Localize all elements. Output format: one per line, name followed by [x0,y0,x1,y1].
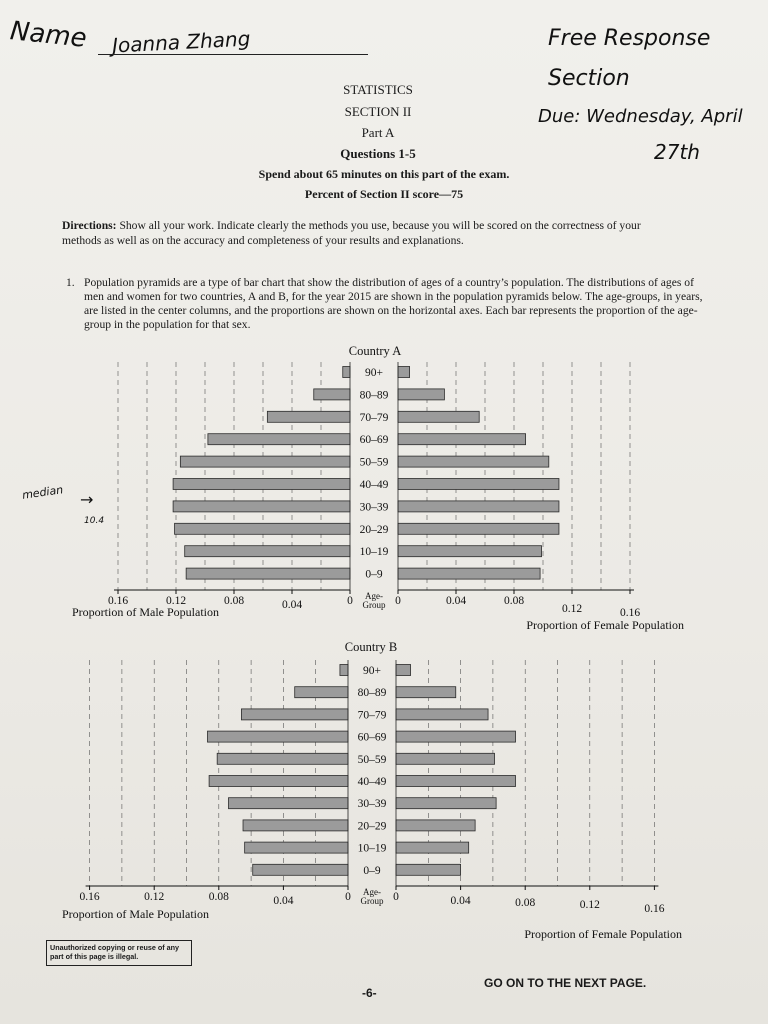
page-number: -6- [362,986,377,1000]
age-group-label: 10–19 [359,546,389,559]
age-group-label: 80–89 [357,687,387,700]
female-bar [396,665,411,676]
age-group-label: 50–59 [359,456,389,469]
tick-label-right: 0 [393,891,399,903]
male-bar [267,411,350,422]
male-bar [228,798,348,809]
directions-label: Directions: [62,219,117,232]
male-bar [245,842,348,853]
male-bar [243,820,348,831]
country-b-pyramid [0,636,768,946]
question-text: Population pyramids are a type of bar chart that show the distribution of ages of a country’s population. The distributions of ages of men and women for two countries, A and B, for the year 2015 are shown in the population pyramids below. The age-groups, in years, are listed in the center columns, and the proportions are shown on the horizontal axes. Each bar represents the proportion of the age-group in the population for that sex. [84,276,703,331]
handwritten-note-line1: Free Response [548,26,711,51]
header-subject: STATISTICS [343,82,413,97]
age-group-label: 0–9 [363,864,381,877]
tick-label-right: 0.04 [450,895,471,907]
margin-value: 10.4 [84,516,105,526]
age-group-label: 60–69 [357,731,387,744]
female-bar [398,389,444,400]
x-axis-label-female: Proportion of Female Population [524,927,682,941]
tick-label-left: 0.16 [79,891,100,903]
age-group-label: 70–79 [359,411,389,424]
female-bar [398,456,549,467]
age-group-label: 0–9 [365,568,383,581]
axis-center-label: Age- [365,591,383,601]
female-bar [396,842,469,853]
axis-center-label: Age- [363,887,381,897]
tick-label-right: 0 [395,595,401,607]
female-bar [396,864,461,875]
male-bar [185,546,350,557]
age-group-label: 30–39 [359,501,389,514]
tick-label-left: 0.08 [223,595,245,607]
age-group-label: 60–69 [359,434,389,447]
age-group-label: 40–49 [359,479,389,491]
handwritten-note-line2: Section [548,66,630,91]
margin-median-note: median [21,483,64,502]
male-bar [173,501,350,512]
tick-label-left: 0.12 [144,891,165,903]
age-group-label: 80–89 [359,389,389,402]
question-number: 1. [66,276,75,289]
chart-title: Country A [348,344,402,358]
tick-label-right: 0.16 [619,607,641,619]
male-bar [241,709,348,720]
male-bar [295,687,348,698]
age-group-label: 90+ [365,367,383,379]
handwritten-note-line3: Due: Wednesday, April [538,106,743,127]
header-part: Part A [361,125,395,140]
handwritten-note-line4: 27th [654,140,700,164]
female-bar [396,798,496,809]
female-bar [398,434,526,445]
female-bar [398,523,559,534]
header-questions: Questions 1-5 [340,146,416,161]
margin-arrow: → [80,490,94,509]
male-bar [175,523,350,534]
tick-label-right: 0.08 [503,595,525,607]
age-group-label: 40–49 [357,776,387,788]
tick-label-left: 0.08 [208,891,229,903]
directions-text: Show all your work. Indicate clearly the methods you use, because you will be scored on the correctness of your methods as well as on the accuracy and completeness of your results and explanations. [62,219,641,247]
male-bar [253,864,348,875]
header-percent: Percent of Section II score—75 [304,187,464,201]
age-group-label: 70–79 [357,709,387,722]
female-bar [396,820,475,831]
male-bar [340,665,348,676]
male-bar [217,753,348,764]
male-bar [209,776,348,787]
tick-label-right: 0.12 [561,603,583,615]
header-section: SECTION II [344,104,412,119]
male-bar [180,456,350,467]
directions [62,218,662,248]
female-bar [398,367,410,378]
tick-label-left: 0.12 [165,595,187,607]
female-bar [398,501,559,512]
female-bar [396,731,516,742]
female-bar [398,411,479,422]
male-bar [314,389,350,400]
chart-title: Country B [344,640,398,654]
x-axis-label-male: Proportion of Male Population [72,605,219,619]
tick-label-left: 0 [347,595,353,607]
male-bar [208,434,350,445]
female-bar [396,776,516,787]
tick-label-left: 0.16 [107,595,129,607]
axis-center-label: Group [362,600,386,610]
tick-label-left: 0 [345,891,351,903]
female-bar [396,687,456,698]
x-axis-label-male: Proportion of Male Population [62,907,209,921]
copyright-notice: Unauthorized copying or reuse of any part of this page is illegal. [46,940,192,966]
female-bar [398,479,559,490]
tick-label-left: 0.04 [281,599,303,611]
female-bar [398,546,542,557]
female-bar [396,709,488,720]
male-bar [207,731,348,742]
age-group-label: 50–59 [357,753,387,766]
tick-label-right: 0.08 [515,897,536,909]
age-group-label: 20–29 [359,523,389,536]
age-group-label: 30–39 [357,798,387,811]
tick-label-right: 0.16 [644,903,665,915]
tick-label-right: 0.12 [579,899,600,911]
male-bar [186,568,350,579]
tick-label-left: 0.04 [273,895,294,907]
name-label: Name [8,16,89,54]
axis-center-label: Group [360,896,384,906]
female-bar [396,753,495,764]
country-a-pyramid [0,340,768,640]
signature: Joanna Zhang [111,26,251,58]
male-bar [173,479,350,490]
x-axis-label-female: Proportion of Female Population [526,618,684,632]
age-group-label: 10–19 [357,842,387,855]
header-time: Spend about 65 minutes on this part of the exam. [258,167,510,181]
age-group-label: 20–29 [357,820,387,833]
go-on-next-page: GO ON TO THE NEXT PAGE. [484,976,647,990]
female-bar [398,568,540,579]
male-bar [343,367,350,378]
name-underline [98,54,368,55]
tick-label-right: 0.04 [445,595,467,607]
age-group-label: 90+ [363,665,381,677]
